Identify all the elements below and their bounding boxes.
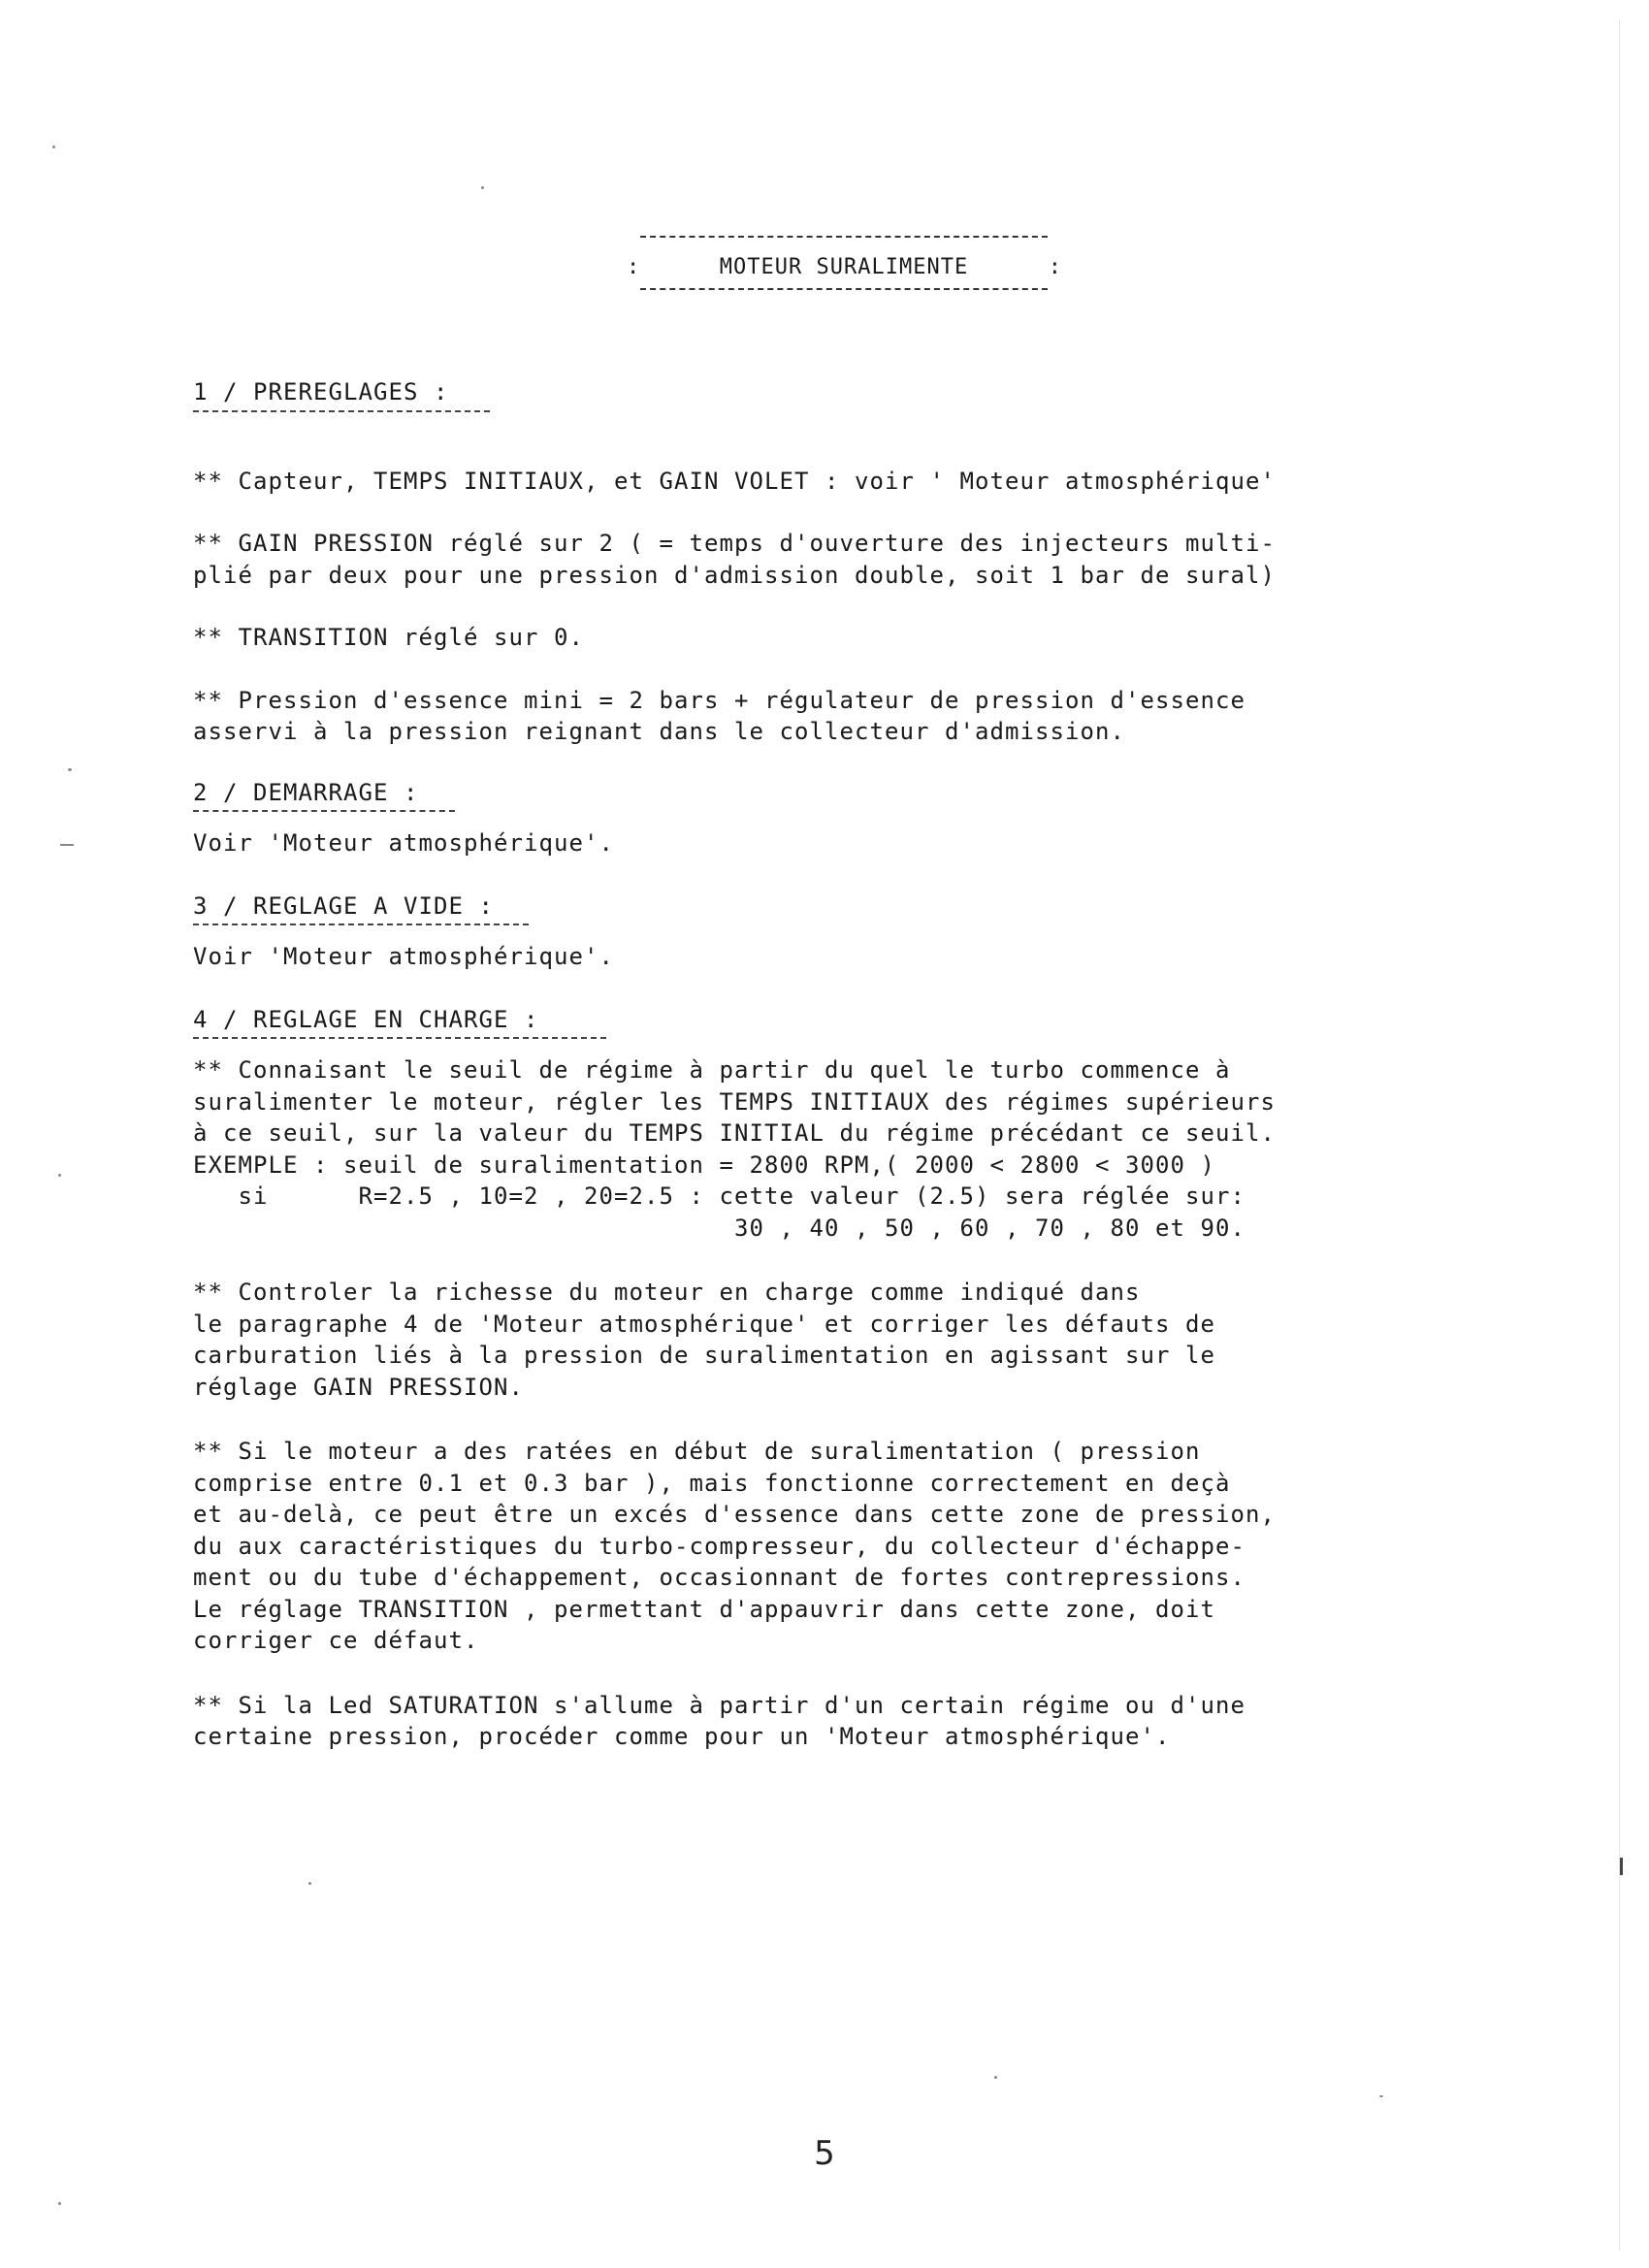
text-line: comprise entre 0.1 et 0.3 bar ), mais fonctionne correctement en deçà — [193, 1469, 1231, 1497]
text-line: Voir 'Moteur atmosphérique'. — [193, 829, 614, 857]
heading-underline — [193, 810, 455, 812]
text-line: ** Controler la richesse du moteur en charge comme indiqué dans — [193, 1279, 1141, 1306]
paragraph — [193, 466, 1551, 498]
scan-speck — [1379, 2095, 1383, 2097]
text-line: certaine pression, procéder comme pour un 'Moteur atmosphérique'. — [193, 1723, 1171, 1750]
section-heading-text: 1 / PREREGLAGES : — [193, 378, 449, 405]
paragraph — [193, 528, 1551, 591]
scan-speck — [481, 186, 484, 189]
page-title: MOTEUR SURALIMENTE — [719, 255, 969, 279]
section-demarrage — [193, 777, 1551, 859]
title-border-top — [640, 236, 1048, 238]
heading-underline — [193, 1037, 606, 1039]
text-line: ** Si la Led SATURATION s'allume à partir d'un certain régime ou d'une — [193, 1691, 1245, 1719]
section-heading — [193, 376, 490, 412]
section-heading-text: 4 / REGLAGE EN CHARGE : — [193, 1005, 539, 1033]
scan-speck — [52, 146, 55, 148]
paragraph — [193, 1054, 1551, 1244]
paragraph — [193, 622, 1551, 654]
title-colon-right: : — [1048, 255, 1061, 279]
title-box — [623, 231, 1065, 295]
text-line: ** TRANSITION réglé sur 0. — [193, 624, 584, 651]
section-reglage-en-charge — [193, 1004, 1551, 1753]
paragraph — [193, 941, 1551, 973]
page-number: 5 — [814, 2134, 835, 2173]
text-line: du aux caractéristiques du turbo-compresseur, du collecteur d'échappe- — [193, 1532, 1245, 1560]
section-preréglages — [193, 376, 1551, 748]
text-line: ** Capteur, TEMPS INITIAUX, et GAIN VOLET : voir ' Moteur atmosphérique' — [193, 467, 1276, 495]
text-line: ** Connaisant le seuil de régime à partir du quel le turbo commence à — [193, 1056, 1231, 1084]
scan-speck — [60, 844, 74, 846]
section-heading — [193, 891, 529, 926]
section-heading-text: 2 / DEMARRAGE : — [193, 778, 419, 806]
scan-speck — [308, 1882, 311, 1885]
scan-speck — [68, 768, 72, 771]
scan-speck — [58, 1174, 61, 1177]
text-line: ** Si le moteur a des ratées en début de suralimentation ( pression — [193, 1438, 1201, 1465]
text-line: réglage GAIN PRESSION. — [193, 1373, 524, 1401]
scan-speck — [994, 2076, 997, 2079]
section-reglage-a-vide — [193, 891, 1551, 973]
text-line: EXEMPLE : seuil de suralimentation = 2800 RPM,( 2000 < 2800 < 3000 ) — [193, 1150, 1215, 1179]
text-line: ** GAIN PRESSION réglé sur 2 ( = temps d'ouverture des injecteurs multi- — [193, 530, 1276, 557]
title-colon-left: : — [627, 255, 640, 279]
section-heading-text: 3 / REGLAGE A VIDE : — [193, 891, 494, 920]
text-line: 30 , 40 , 50 , 60 , 70 , 80 et 90. — [193, 1214, 1245, 1242]
text-line: le paragraphe 4 de 'Moteur atmosphérique' et corriger les défauts de — [193, 1310, 1215, 1338]
text-line: carburation liés à la pression de suralimentation en agissant sur le — [193, 1342, 1215, 1369]
text-line: si R=2.5 , 10=2 , 20=2.5 : cette valeur (2.5) sera réglée sur: — [193, 1183, 1245, 1210]
heading-underline — [193, 923, 529, 925]
text-line: ment ou du tube d'échappement, occasionnant de fortes contrepressions. — [193, 1564, 1245, 1591]
page-edge — [1619, 19, 1620, 2251]
text-line: ** Pression d'essence mini = 2 bars + régulateur de pression d'essence — [193, 686, 1245, 714]
text-line: et au-delà, ce peut être un excés d'essence dans cette zone de pression, — [193, 1501, 1276, 1528]
section-heading — [193, 1004, 606, 1040]
paragraph — [193, 1436, 1551, 1657]
text-line: Le réglage TRANSITION , permettant d'appauvrir dans cette zone, doit — [193, 1595, 1215, 1623]
text-line: asservi à la pression reignant dans le collecteur d'admission. — [193, 718, 1125, 745]
scan-mark — [1620, 1858, 1623, 1875]
title-border-bottom — [640, 288, 1048, 290]
text-line: Voir 'Moteur atmosphérique'. — [193, 943, 614, 970]
section-heading — [193, 777, 455, 813]
paragraph — [193, 685, 1551, 748]
text-line: à ce seuil, sur la valeur du TEMPS INITIAL du régime précédant ce seuil. — [193, 1119, 1276, 1147]
document-body — [193, 376, 1551, 1753]
paragraph — [193, 827, 1551, 859]
text-line: corriger ce défaut. — [193, 1627, 479, 1654]
paragraph — [193, 1690, 1551, 1753]
scan-speck — [58, 2202, 61, 2205]
text-line: plié par deux pour une pression d'admission double, soit 1 bar de sural) — [193, 561, 1276, 589]
text-line: suralimenter le moteur, régler les TEMPS INITIAUX des régimes supérieurs — [193, 1087, 1276, 1116]
paragraph — [193, 1277, 1551, 1403]
heading-underline — [193, 410, 490, 412]
